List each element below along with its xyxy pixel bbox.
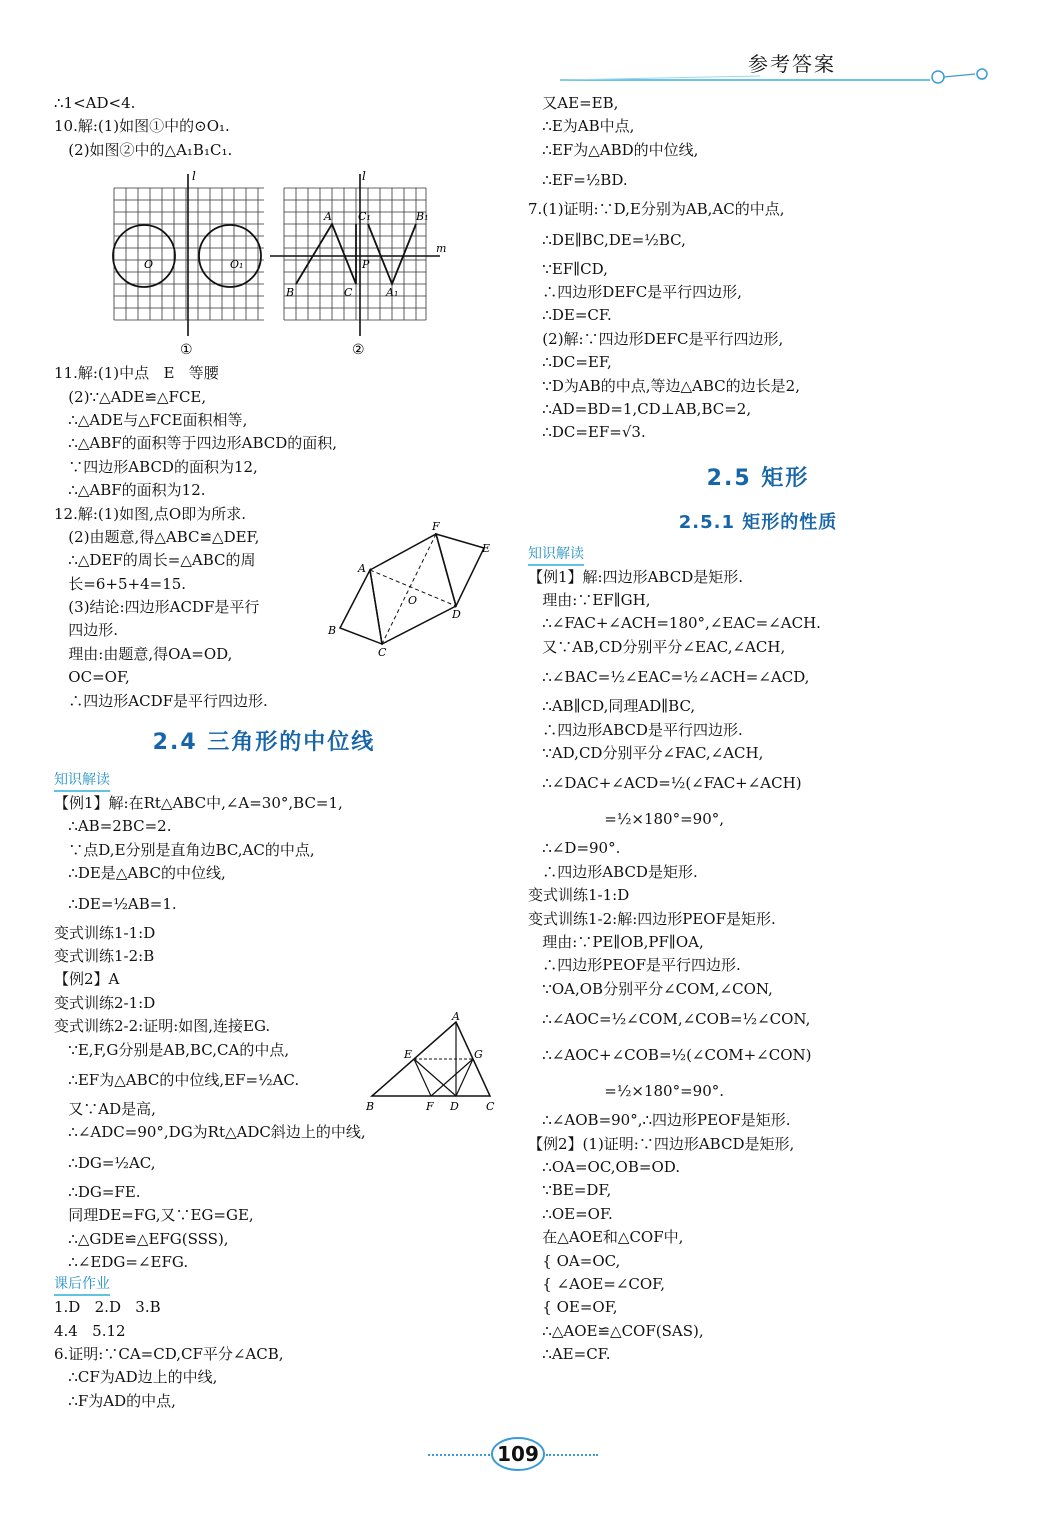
text-line: ∴∠AOC=½∠COM,∠COB=½∠CON, [528, 1010, 811, 1029]
text-line: ∴AB∥CD,同理AD∥BC, [528, 697, 696, 716]
text-line: ∴△GDE≌△EFG(SSS), [54, 1229, 229, 1248]
fig2-number: ② [352, 342, 365, 358]
text-line: 变式训练1-2:B [54, 946, 155, 965]
section-title-2-5: 2.5 矩形 [706, 465, 810, 491]
text-line: ∴DE∥BC,DE=½BC, [528, 230, 686, 249]
text-line: 长=6+5+4=15. [54, 574, 187, 593]
text-line: (2)由题意,得△ABC≌△DEF, [54, 527, 260, 546]
text-line: ∴DE=½AB=1. [54, 894, 177, 913]
text-line: ∴OA=OC,OB=OD. [528, 1157, 680, 1176]
text-line: ∴四边形ABCD是矩形. [528, 862, 698, 881]
fig1-number: ① [180, 342, 193, 358]
text-line: 1.D 2.D 3.B [54, 1298, 161, 1317]
header-title: 参考答案 [748, 52, 836, 76]
text-line: ∴EF为△ABD的中位线, [528, 140, 699, 159]
text-line: OC=OF, [54, 668, 130, 687]
text-line: 11.解:(1)中点 E 等腰 [54, 364, 219, 383]
fig2-label-a1: A₁ [386, 286, 399, 299]
text-line: ∴AD=BD=1,CD⊥AB,BC=2, [528, 399, 752, 418]
fig4-label-d: D [450, 1100, 459, 1112]
text-line: ∴OE=OF. [528, 1204, 613, 1223]
text-line: 【例1】解:在Rt△ABC中,∠A=30°,BC=1, [54, 794, 343, 813]
text-line: 同理DE=FG,又∵EG=GE, [54, 1206, 254, 1225]
fig3-label-c: C [378, 646, 387, 658]
text-line: (2)∵△ADE≌△FCE, [54, 387, 207, 406]
text-line: ∴四边形DEFC是平行四边形, [528, 282, 742, 301]
text-line: ∴1<AD<4. [54, 94, 136, 112]
fig2-label-m: m [436, 242, 447, 255]
text-line: 理由:由题意,得OA=OD, [54, 644, 233, 663]
text-line: ∴EF为△ABC的中位线,EF=½AC. [54, 1070, 300, 1089]
figure-1-circles [110, 170, 270, 360]
page-number: 109 [497, 1442, 539, 1466]
text-line: ∴∠AOC+∠COB=½(∠COM+∠CON) [528, 1046, 812, 1065]
text-line: { OE=OF, [528, 1298, 618, 1317]
text-line: 7.(1)证明:∵D,E分别为AB,AC的中点, [528, 200, 785, 219]
text-line: ∵OA,OB分别平分∠COM,∠CON, [528, 979, 773, 998]
text-line: 变式训练1-1:D [54, 923, 156, 942]
fig2-label-a: A [324, 210, 332, 223]
fig1-label-o: O [144, 258, 154, 271]
text-line: 又∵AD是高, [54, 1099, 156, 1118]
text-line: 理由:∵EF∥GH, [528, 591, 651, 610]
text-line: ∵BE=DF, [528, 1181, 612, 1200]
text-line: 变式训练1-1:D [528, 886, 630, 905]
text-line: ∴DC=EF=√3. [528, 423, 646, 442]
fig4-label-g: G [474, 1048, 483, 1061]
fig2-label-b: B [286, 286, 295, 299]
fig4-label-b: B [366, 1100, 375, 1112]
text-line: 6.证明:∵CA=CD,CF平分∠ACB, [54, 1345, 284, 1364]
text-line: ∵E,F,G分别是AB,BC,CA的中点, [54, 1040, 290, 1059]
fig2-label-c: C [344, 286, 353, 299]
text-line: ∴AE=CF. [528, 1345, 611, 1364]
text-line: ∴∠FAC+∠ACH=180°,∠EAC=∠ACH. [528, 614, 821, 633]
text-line: (2)如图②中的△A₁B₁C₁. [54, 140, 233, 159]
text-line: ∴∠DAC+∠ACD=½(∠FAC+∠ACH) [528, 774, 802, 793]
text-line: 【例2】(1)证明:∵四边形ABCD是矩形, [528, 1134, 795, 1153]
footer-dots-right [546, 1454, 598, 1456]
text-line: ∵D为AB的中点,等边△ABC的边长是2, [528, 376, 800, 395]
text-line: 又∵AB,CD分别平分∠EAC,∠ACH, [528, 637, 786, 656]
fig2-label-b1: B₁ [416, 210, 429, 223]
fig3-label-a: A [358, 562, 366, 575]
homework-tag: 课后作业 [54, 1274, 110, 1296]
text-line: ∵点D,E分别是直角边BC,AC的中点, [54, 840, 315, 859]
text-line: ∴∠BAC=½∠EAC=½∠ACH=∠ACD, [528, 668, 810, 687]
footer-dots-left [428, 1454, 490, 1456]
fig2-label-c1: C₁ [358, 210, 371, 223]
text-line: ∴CF为AD边上的中线, [54, 1368, 218, 1387]
fig4-label-a: A [452, 1012, 460, 1023]
text-line: ∴四边形PEOF是平行四边形. [528, 956, 741, 975]
text-line: 【例2】A [54, 970, 120, 989]
text-line: ∴AB=2BC=2. [54, 817, 172, 836]
text-line: ∵四边形ABCD的面积为12, [54, 457, 258, 476]
text-line: =½×180°=90°, [528, 810, 725, 829]
text-line: ∴DG=FE. [54, 1182, 141, 1201]
text-line: ∴∠ADC=90°,DG为Rt△ADC斜边上的中线, [54, 1123, 366, 1142]
fig4-label-e: E [404, 1048, 413, 1061]
text-line: { ∠AOE=∠COF, [528, 1274, 666, 1293]
text-line: (3)结论:四边形ACDF是平行 [54, 598, 260, 617]
text-line: ∴△ABF的面积为12. [54, 481, 206, 500]
fig3-label-f: F [432, 520, 440, 533]
fig3-label-e: E [482, 542, 491, 555]
fig3-label-d: D [452, 608, 461, 621]
text-line: { OA=OC, [528, 1251, 621, 1270]
text-line: 变式训练2-1:D [54, 993, 156, 1012]
text-line: ∴DG=½AC, [54, 1153, 156, 1172]
text-line: ∴四边形ABCD是平行四边形. [528, 720, 743, 739]
text-line: ∴EF=½BD. [528, 171, 628, 190]
header-decoration [560, 60, 1000, 90]
text-line: ∴四边形ACDF是平行四边形. [54, 691, 268, 710]
text-line: ∴E为AB中点, [528, 117, 635, 136]
text-line: 10.解:(1)如图①中的⊙O₁. [54, 117, 230, 136]
text-line: 在△AOE和△COF中, [528, 1228, 684, 1247]
text-line: 又AE=EB, [528, 94, 619, 112]
fig4-label-f: F [426, 1100, 434, 1112]
text-line: ∴△DEF的周长=△ABC的周 [54, 551, 256, 570]
fig4-label-c: C [486, 1100, 495, 1112]
text-line: ∴∠D=90°. [528, 839, 621, 858]
text-line: ∴△ADE与△FCE面积相等, [54, 410, 248, 429]
text-line: ∴DE=CF. [528, 306, 612, 325]
fig2-label-p: P [362, 258, 370, 271]
text-line: 4.4 5.12 [54, 1321, 126, 1340]
text-line: ∵AD,CD分别平分∠FAC,∠ACH, [528, 744, 764, 763]
text-line: 理由:∵PE∥OB,PF∥OA, [528, 932, 704, 951]
text-line: ∵EF∥CD, [528, 259, 608, 278]
text-line: ∴△AOE≌△COF(SAS), [528, 1321, 704, 1340]
text-line: ∴∠AOB=90°,∴四边形PEOF是矩形. [528, 1111, 791, 1130]
text-line: =½×180°=90°. [528, 1082, 725, 1101]
fig1-label-o1: O₁ [230, 258, 244, 271]
section-title-2-4: 2.4 三角形的中位线 [152, 730, 376, 756]
text-line: ∴DE是△ABC的中位线, [54, 864, 226, 883]
text-line: ∴∠EDG=∠EFG. [54, 1252, 189, 1271]
text-line: ∴F为AD的中点, [54, 1391, 176, 1410]
fig3-label-b: B [328, 624, 337, 637]
text-line: 变式训练1-2:解:四边形PEOF是矩形. [528, 909, 776, 928]
right-column [528, 92, 988, 1366]
text-line: ∴DC=EF, [528, 353, 612, 372]
figure-4-midline-triangle [364, 1012, 506, 1112]
figure-3-parallelogram [326, 518, 496, 658]
text-line: 12.解:(1)如图,点O即为所求. [54, 504, 246, 523]
knowledge-tag: 知识解读 [54, 770, 110, 792]
text-line: 四边形. [54, 621, 119, 640]
fig3-label-o: O [408, 594, 418, 607]
fig2-label-l: l [362, 170, 366, 183]
text-line: 【例1】解:四边形ABCD是矩形. [528, 567, 744, 586]
text-line: ∴△ABF的面积等于四边形ABCD的面积, [54, 434, 338, 453]
figure-2-triangles [270, 170, 450, 360]
text-line: 变式训练2-2:证明:如图,连接EG. [54, 1017, 271, 1036]
knowledge-tag: 知识解读 [528, 544, 584, 566]
fig1-label-l: l [192, 170, 196, 183]
subsection-title-2-5-1: 2.5.1 矩形的性质 [678, 511, 838, 533]
text-line: (2)解:∵四边形DEFC是平行四边形, [528, 329, 784, 348]
